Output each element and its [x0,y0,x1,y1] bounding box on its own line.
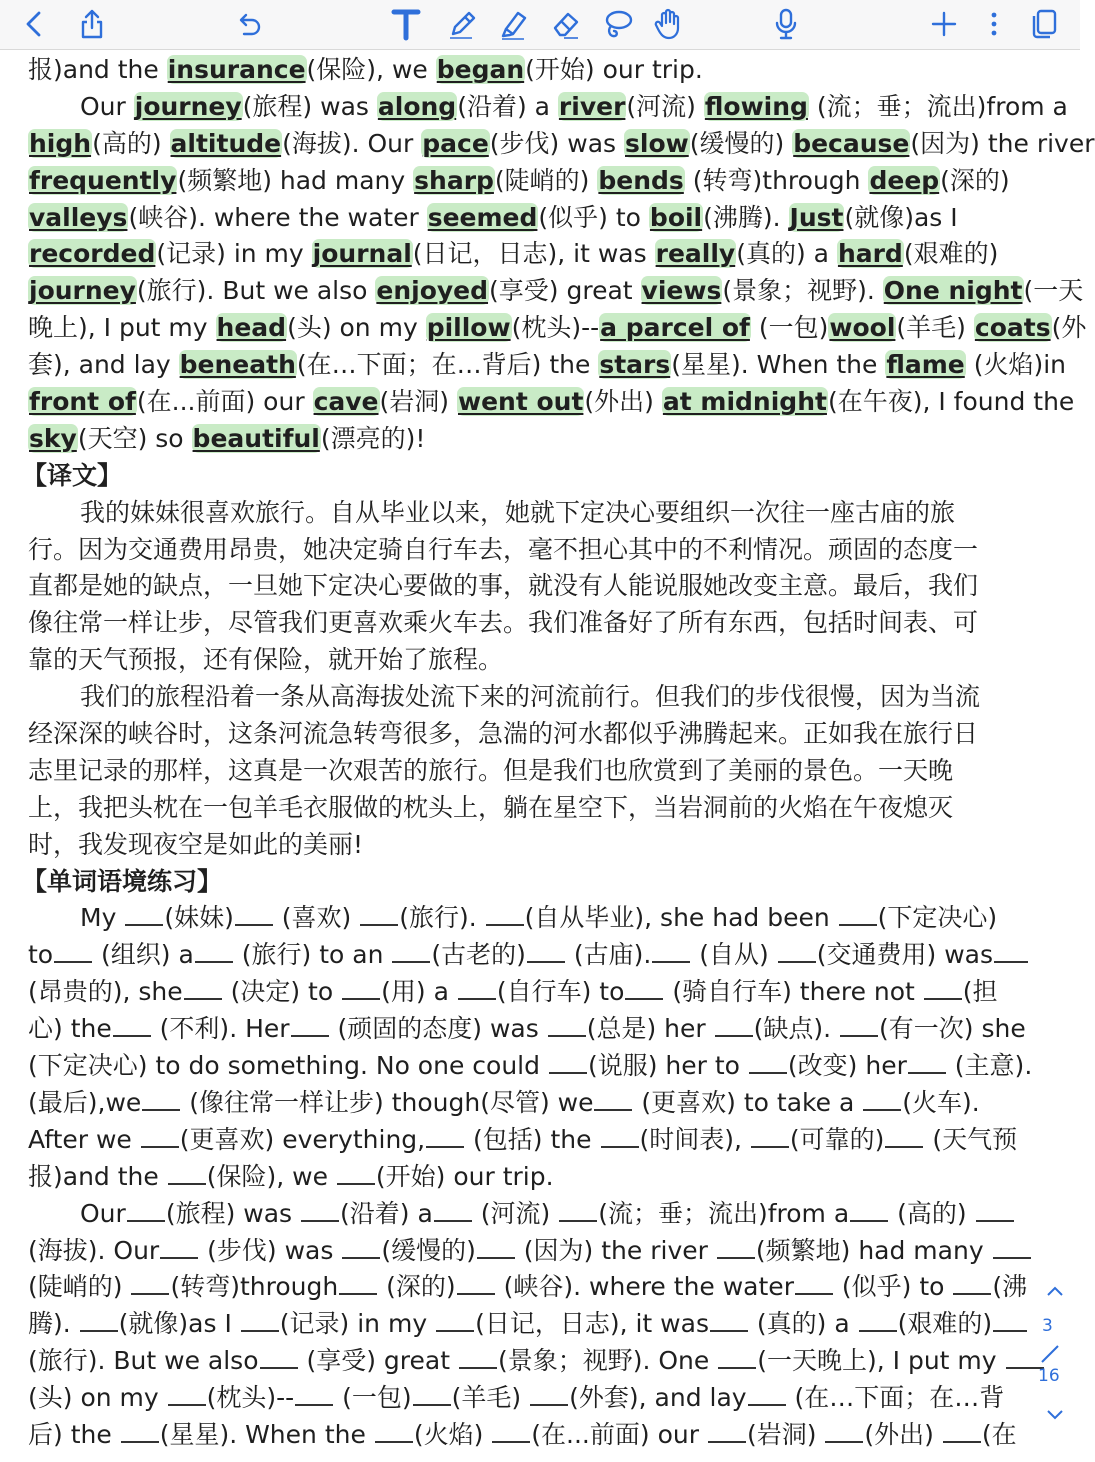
passage-line: 晚上), I put my head(头) on my pillow(枕头)--a parcel of (一包)wool(羊毛) coats(外 [28,313,1087,343]
highlighted-word: coats [974,313,1051,343]
highlighted-word: enjoyed [376,276,489,306]
toolbar [0,0,1080,50]
exercise-line: (头) on my (枕头)-- (一包) (羊毛) (外套), and lay (在…下面；在…背 [28,1383,1005,1413]
translation-line: 像往常一样让步，尽管我们更喜欢乘火车去。我们准备好了所有东西，包括时间表、可 [28,608,979,638]
fill-in-blank[interactable] [840,1013,878,1037]
exercise-line: (旅行). But we also (享受) great (景象；视野). One (一天晚上), I put my [28,1343,1068,1380]
fill-in-blank[interactable] [863,1087,901,1111]
highlighted-word: valleys [29,202,128,232]
highlighted-word: deep [869,165,940,195]
highlighted-word: altitude [170,128,282,158]
fill-in-blank[interactable] [778,939,816,963]
passage-line: sky(天空) so beautiful(漂亮的)! [29,423,426,453]
passage-line: 套), and lay beneath(在…下面；在…背后) the stars(星星). When the flame (火焰)in [28,350,1067,380]
highlighted-word: flowing [704,91,808,121]
fill-in-blank[interactable] [839,902,877,926]
back-icon[interactable] [14,5,54,43]
fill-in-blank[interactable] [953,1271,991,1295]
fill-in-blank[interactable] [458,976,496,1000]
highlighted-word: bends [598,165,684,195]
fill-in-blank[interactable] [260,1345,298,1369]
fill-in-blank[interactable] [549,1050,587,1074]
fill-in-blank[interactable] [54,939,92,963]
highlighted-word: stars [599,350,671,380]
text-tool-icon[interactable] [386,5,426,43]
fill-in-blank[interactable] [392,939,430,963]
translation-line: 我的妹妹很喜欢旅行。自从毕业以来，她就下定决心要组织一次往一座古庙的旅 [80,497,956,527]
page-navigator [1028,1282,1080,1462]
fill-in-blank[interactable] [715,1013,753,1037]
fill-in-blank[interactable] [337,1161,375,1185]
fill-in-blank[interactable] [795,1271,833,1295]
exercise-line: My (妹妹) (喜欢) (旅行). (自从毕业), she had been (下定决心) [80,903,998,933]
highlighted-word: wool [829,313,896,343]
exercise-line: to (组织) a (旅行) to an (古老的) (古庙). (自从) (交通费用) was [28,937,1068,974]
fill-in-blank[interactable] [976,1198,1014,1222]
highlighted-word: journey [134,91,242,121]
exercise-heading: 【单词语境练习】 [22,866,223,896]
fill-in-blank[interactable] [127,1198,165,1222]
fill-in-blank[interactable] [859,1308,897,1332]
translation-line: 我们的旅程沿着一条从高海拔处流下来的河流前行。但我们的步伐很慢，因为当流 [80,682,981,712]
exercise-line: After we (更喜欢) everything, (包括) the (时间表), (可靠的) (天气预 [28,1124,1018,1154]
fill-in-blank[interactable] [301,1198,339,1222]
fill-in-blank[interactable] [80,1308,118,1332]
fill-in-blank[interactable] [121,1419,159,1443]
fill-in-blank[interactable] [142,1087,180,1111]
exercise-text [28,900,1068,1453]
microphone-icon[interactable] [766,5,806,43]
highlighted-word: journey [29,276,136,306]
fill-in-blank[interactable] [548,1013,586,1037]
highlighted-word: One night [883,276,1023,306]
highlighted-word: really [655,239,736,269]
highlighted-word: views [641,276,722,306]
highlighter-tool-icon[interactable] [494,5,534,43]
highlighted-word: insurance [167,55,306,84]
fill-in-blank[interactable] [168,1382,206,1406]
passage-line: high(高的) altitude(海拔). Our pace(步伐) was slow(缓慢的) because(因为) the river [29,128,1095,158]
fill-in-blank[interactable] [241,1308,279,1332]
highlighted-word: pace [422,128,489,158]
fill-in-blank[interactable] [125,902,163,926]
highlighted-word: journal [312,239,412,269]
hand-tool-icon[interactable] [648,5,688,43]
fill-in-blank[interactable] [486,902,524,926]
more-icon[interactable] [974,5,1014,43]
fill-in-blank[interactable] [710,1308,748,1332]
current-page: 3 [1042,1316,1053,1336]
exercise-line: (陡峭的) (转弯)through (深的) (峡谷). where the water (似乎) to (沸 [28,1272,1028,1302]
highlighted-word: sharp [414,165,494,195]
fill-in-blank[interactable] [413,1382,451,1406]
translation-line: 上，我把头枕在一包羊毛衣服做的枕头上，躺在星空下，当岩洞前的火焰在午夜熄灭 [28,792,954,822]
fill-in-blank[interactable] [708,1419,746,1443]
fill-in-blank[interactable] [168,1161,206,1185]
fill-in-blank[interactable] [360,902,398,926]
fill-in-blank[interactable] [339,1271,377,1295]
exercise-line: 心) the (不利). Her (顽固的态度) was (总是) her (缺点). (有一次) she [28,1014,1026,1044]
fill-in-blank[interactable] [825,1419,863,1443]
share-icon[interactable] [72,5,112,43]
add-icon[interactable] [924,5,964,43]
fill-in-blank[interactable] [131,1271,169,1295]
exercise-line: 后) the (星星). When the (火焰) (在...前面) our (岩洞) (外出) (在 [28,1419,1017,1449]
lasso-tool-icon[interactable] [598,5,638,43]
fill-in-blank[interactable] [195,939,233,963]
translation-line: 志里记录的那样，这真是一次艰苦的旅行。但是我们也欣赏到了美丽的景色。一天晚 [28,755,954,785]
fill-in-blank[interactable] [530,1382,568,1406]
translation-line: 靠的天气预报，还有保险，就开始了旅程。 [28,645,504,675]
highlighted-word: boil [649,202,703,232]
highlighted-word: slow [625,128,689,158]
highlighted-word: flame [886,350,965,380]
translation-line: 直都是她的缺点，一旦她下定决心要做的事，就没有人能说服她改变主意。最后，我们 [28,571,979,601]
pencil-tool-icon[interactable] [442,5,482,43]
fill-in-blank[interactable] [426,1124,464,1148]
fill-in-blank[interactable] [342,976,380,1000]
exercise-line: 报)and the (保险), we (开始) our trip. [28,1161,554,1191]
fill-in-blank[interactable] [850,1198,888,1222]
fill-in-blank[interactable] [993,1308,1027,1332]
fill-in-blank[interactable] [748,1382,786,1406]
fill-in-blank[interactable] [924,976,962,1000]
fill-in-blank[interactable] [113,1013,151,1037]
fill-in-blank[interactable] [594,1087,632,1111]
fill-in-blank[interactable] [994,939,1028,963]
total-pages: 16 [1038,1366,1060,1386]
fill-in-blank[interactable] [559,1198,597,1222]
highlighted-word: beautiful [192,423,320,453]
document-page[interactable] [0,50,1095,1449]
eraser-tool-icon[interactable] [546,5,586,43]
fill-in-blank[interactable] [652,939,690,963]
undo-icon[interactable] [229,5,269,43]
fill-in-blank[interactable] [459,1345,497,1369]
fill-in-blank[interactable] [527,939,565,963]
fill-in-blank[interactable] [625,976,663,1000]
fill-in-blank[interactable] [477,1235,515,1259]
translation-line: 行。因为交通费用昂贵，她决定骑自行车去，毫不担心其中的不利情况。顽固的态度一 [28,534,979,564]
pages-icon[interactable] [1024,5,1064,43]
fill-in-blank[interactable] [908,1050,946,1074]
translation-line: 时，我发现夜空是如此的美丽! [28,829,364,859]
fill-in-blank[interactable] [141,1124,179,1148]
highlighted-word: went out [457,387,584,417]
highlighted-word: hard [837,239,903,269]
highlighted-word: seemed [427,202,538,232]
fill-in-blank[interactable] [717,1235,755,1259]
exercise-line: (最后),we (像往常一样让步) though(尽管) we (更喜欢) to take a (火车). [28,1087,980,1117]
highlighted-word: front of [29,387,136,417]
exercise-line: (昂贵的), she (决定) to (用) a (自行车) to (骑自行车) there not (担 [28,977,998,1007]
passage-line: Our journey(旅程) was along(沿着) a river(河流) flowing (流；垂；流出)from a [80,91,1068,121]
page-down-icon[interactable] [1046,1406,1064,1425]
highlighted-word: sky [29,423,77,453]
passage-line: recorded(记录) in my journal(日记，日志), it was really(真的) a hard(艰难的) [29,239,999,269]
highlighted-word: high [29,128,92,158]
exercise-line: (海拔). Our (步伐) was (缓慢的) (因为) the river (频繁地) had many [28,1233,1068,1270]
fill-in-blank[interactable] [295,1382,333,1406]
passage-line: frequently(频繁地) had many sharp(陡峭的) bends (转弯)through deep(深的) [29,165,1010,195]
passage-line: front of(在...前面) our cave(岩洞) went out(外出) at midnight(在午夜), I found the [29,387,1075,417]
passage-line: valleys(峡谷). where the water seemed(似乎) to boil(沸腾). Just(就像)as I [29,202,958,232]
translation-text [28,495,1068,864]
fill-in-blank[interactable] [993,1235,1031,1259]
fill-in-blank[interactable] [457,1271,495,1295]
highlighted-word: river [558,91,626,121]
highlighted-word: cave [313,387,379,417]
exercise-line: Our (旅程) was (沿着) a (河流) (流；垂；流出)from a (高的) [28,1196,1068,1233]
highlighted-word: along [377,91,457,121]
translation-line: 经深深的峡谷时，这条河流急转弯很多，急湍的河水都似乎沸腾起来。正如我在旅行日 [28,719,979,749]
fill-in-blank[interactable] [375,1419,413,1443]
highlighted-word: recorded [29,239,156,269]
highlighted-word: a parcel of [600,313,750,343]
highlighted-word: beneath [179,350,296,380]
fill-in-blank[interactable] [291,1013,329,1037]
page-up-icon[interactable] [1046,1282,1064,1301]
highlighted-word: Just [789,202,844,232]
highlighted-word: because [793,128,910,158]
fill-in-blank[interactable] [751,1124,789,1148]
fill-in-blank[interactable] [749,1050,787,1074]
translation-heading: 【译文】 [22,460,123,490]
exercise-line: (下定决心) to do something. No one could (说服) her to (改变) her (主意). [28,1051,1033,1081]
fill-in-blank[interactable] [235,902,273,926]
fill-in-blank[interactable] [434,1198,472,1222]
fill-in-blank[interactable] [184,976,222,1000]
fill-in-blank[interactable] [943,1419,981,1443]
passage-line: 报)and the insurance(保险), we began(开始) our trip. [28,55,703,84]
english-passage [28,52,1095,458]
passage-line: journey(旅行). But we also enjoyed(享受) great views(景象；视野). One night(一天 [29,276,1084,306]
fill-in-blank[interactable] [492,1419,530,1443]
fill-in-blank[interactable] [718,1345,756,1369]
fill-in-blank[interactable] [601,1124,639,1148]
fill-in-blank[interactable] [342,1235,380,1259]
highlighted-word: at midnight [662,387,827,417]
highlighted-word: frequently [29,165,177,195]
highlighted-word: head [216,313,287,343]
highlighted-word: began [436,55,525,84]
exercise-line: 腾). (就像)as I (记录) in my (日记，日志), it was (真的) a (艰难的) [28,1306,1068,1343]
fill-in-blank[interactable] [160,1235,198,1259]
fill-in-blank[interactable] [436,1308,474,1332]
fill-in-blank[interactable] [885,1124,923,1148]
highlighted-word: pillow [426,313,511,343]
